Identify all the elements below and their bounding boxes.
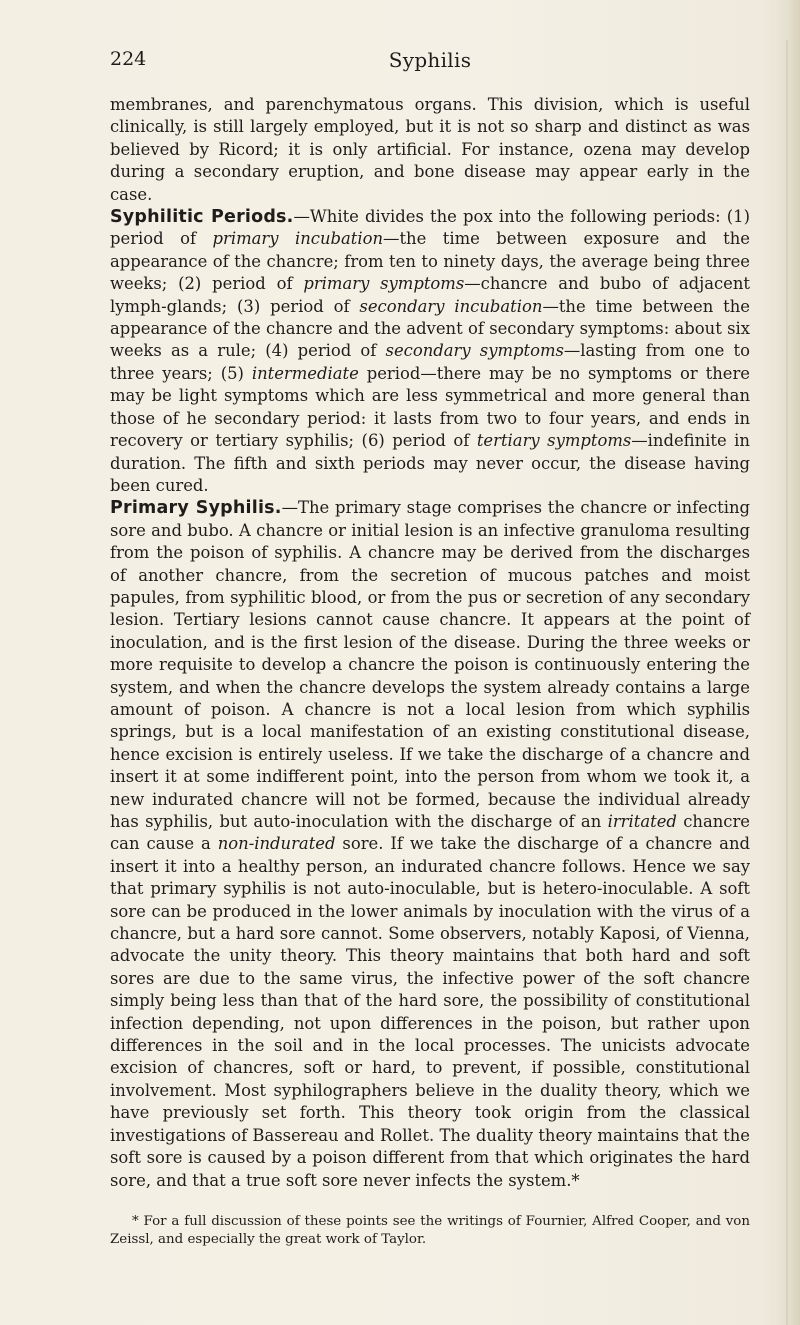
section-heading: Primary Syphilis. bbox=[110, 498, 282, 519]
paragraph bbox=[110, 94, 750, 206]
text-run: —chancre and bubo of adjacent lymph-glands; (3) period of bbox=[110, 274, 750, 316]
text-run: —White divides the pox into the following periods: (1) period of bbox=[110, 207, 750, 249]
page-edge-line bbox=[786, 40, 788, 1325]
italic-text: primary symptoms bbox=[303, 274, 465, 294]
text-run: —the time between exposure and the appearance of the chancre; from ten to ninety days, the average being three weeks; (2) period of bbox=[110, 229, 750, 294]
italic-text: intermediate bbox=[251, 363, 359, 383]
page-header bbox=[110, 48, 750, 78]
italic-text: secondary symptoms bbox=[385, 341, 564, 361]
italic-text: primary incubation bbox=[212, 229, 384, 249]
footnote-text: * For a full discussion of these points see the writings of Fournier, Alfred Cooper, and von Zeissl, and especially the great work of Taylor. bbox=[110, 1214, 750, 1247]
text-run: membranes, and parenchymatous organs. This division, which is useful clinically, is still largely employed, but it is not so sharp and distinct as was believed by Ricord; it is only artificial. For instance, ozena may develop during a secondary eruption, and bone disease may appear early in the case. bbox=[110, 95, 750, 204]
italic-text: irritated bbox=[607, 812, 677, 831]
text-run: sore. If we take the discharge of a chancre and insert it into a healthy person, an indurated chancre follows. Hence we say that primary syphilis is not auto-inoculable, but is hetero-inoculable. A soft sore can be produced in the lower animals by inoculation with the virus of a chancre, but a hard sore cannot. Some observers, notably Kaposi, of Vienna, advocate the unity theory. This theory maintains that both hard and soft sores are due to the same virus, the infective power of the soft chancre simply being less than that of the hard sore, the possibility of constitutional infection depending, not upon differences in the poison, but rather upon differences in the soil and in the local processes. The unicists advocate excision of chancres, soft or hard, to prevent, if possible, constitutional involvement. Most syphilographers believe in the duality theory, which we have previously set forth. This theory took origin from the classical investigations of Bassereau and Rollet. The duality theory maintains that the soft sore is caused by a poison different from that which originates the hard sore, and that a true soft sore never infects the system.* bbox=[110, 834, 750, 1190]
text-run: —The primary stage comprises the chancre or infecting sore and bubo. A chancre or initial lesion is an infective granuloma resulting from the poison of syphilis. A chancre may be derived from the discharges of another chancre, from the secretion of mucous patches and moist papules, from syphilitic blood, or from the pus or secretion of any secondary lesion. Tertiary lesions cannot cause chancre. It appears at the point of inoculation, and is the first lesion of the disease. During the three weeks or more requisite to develop a chancre the poison is continuously entering the system, and when the chancre develops the system already contains a large amount of poison. A chancre is not a local lesion from which syphilis springs, but is a local manifestation of an existing constitutional disease, hence excision is entirely useless. If we take the discharge of a chancre and insert it at some indifferent point, into the person from whom we took it, a new indurated chancre will not be formed, because the individual already has syphilis, but auto-inoculation with the discharge of an bbox=[110, 498, 750, 831]
text-run: period—there may be no symptoms or there may be light symptoms which are less symmetrical and more general than those of he secondary period: it lasts from two to four years, and ends in recovery or tertiary syphilis; (6) period of bbox=[110, 363, 750, 451]
paragraph bbox=[110, 497, 750, 1192]
text-run: —indefinite in duration. The fifth and sixth periods may never occur, the disease having been cured. bbox=[110, 431, 750, 495]
body-text bbox=[110, 94, 750, 1192]
page-edge-shadow bbox=[778, 0, 800, 1325]
italic-text: secondary incubation bbox=[359, 296, 543, 316]
text-run: —the time between the appearance of the chancre and the advent of secondary symptoms: about six weeks as a rule; (4) period of bbox=[110, 296, 750, 361]
text-run: —lasting from one to three years; (5) bbox=[110, 341, 750, 383]
page-number: 224 bbox=[110, 48, 147, 70]
section-heading: Syphilitic Periods. bbox=[110, 207, 294, 228]
italic-text: tertiary symptoms bbox=[476, 431, 632, 451]
running-title: Syphilis bbox=[388, 48, 472, 72]
italic-text: non-indurated bbox=[217, 834, 336, 854]
paragraph bbox=[110, 206, 750, 497]
text-run: chancre can cause a bbox=[110, 812, 750, 854]
footnote bbox=[110, 1213, 750, 1249]
